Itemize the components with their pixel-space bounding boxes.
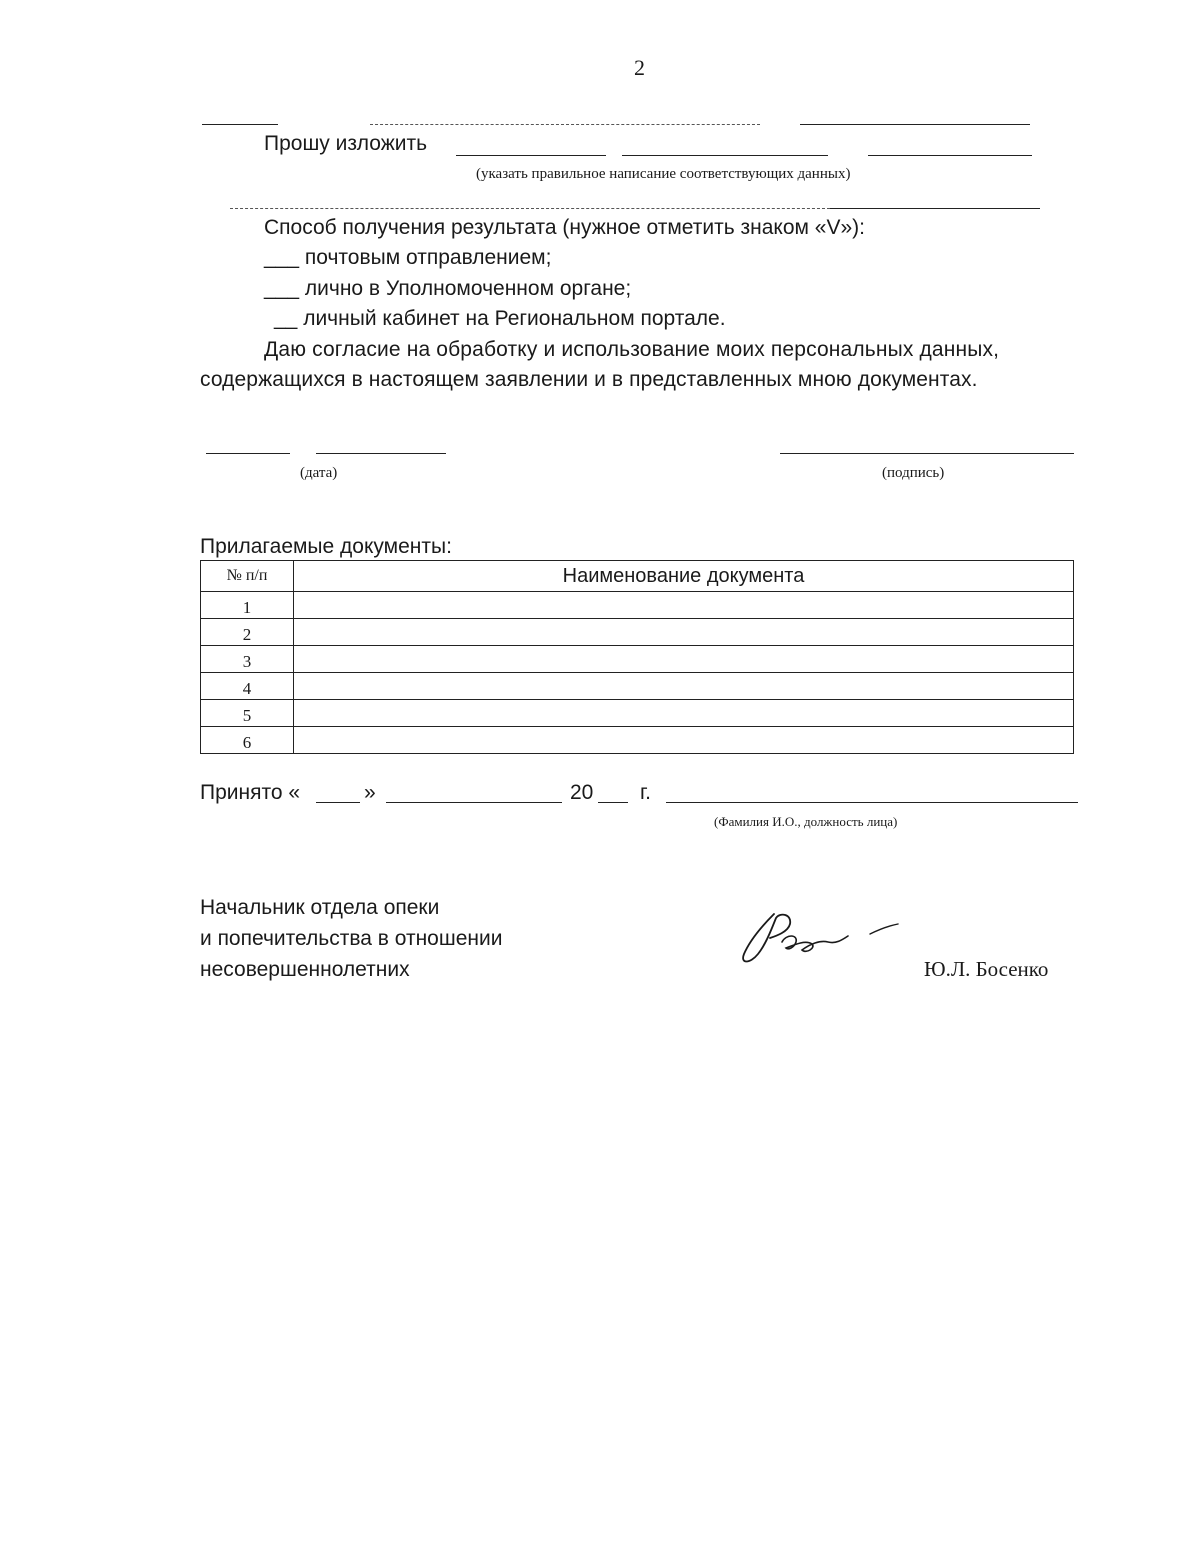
accepted-quote-close: » [364, 781, 376, 804]
delivery-option-in-person[interactable] [264, 277, 631, 301]
document-name-cell[interactable] [294, 727, 1074, 754]
handwritten-signature [736, 904, 906, 974]
document-name-cell[interactable] [294, 673, 1074, 700]
official-title-line-1: Начальник отдела опеки [200, 896, 440, 919]
official-title-line-3: несовершеннолетних [200, 958, 410, 981]
accepted-year-line[interactable] [598, 802, 628, 803]
top-blank-line [370, 124, 760, 125]
signature-line[interactable] [780, 453, 1074, 454]
delivery-option-label: личный кабинет на Региональном портале. [303, 307, 726, 330]
checkbox-blank[interactable]: __ [274, 307, 298, 330]
row-number: 5 [201, 700, 294, 727]
accepted-year-suffix: г. [640, 781, 651, 804]
document-name-cell[interactable] [294, 700, 1074, 727]
table-row [201, 619, 1074, 646]
table-row [201, 700, 1074, 727]
request-input-line[interactable] [868, 155, 1032, 156]
attachments-table [200, 560, 1074, 754]
accepted-hint: (Фамилия И.О., должность лица) [714, 814, 898, 829]
accepted-month-line[interactable] [386, 802, 562, 803]
accepted-day-line[interactable] [316, 802, 360, 803]
checkbox-blank[interactable]: ___ [264, 277, 300, 300]
separator-line [230, 208, 830, 209]
delivery-option-mail[interactable] [264, 246, 551, 270]
separator-line [830, 208, 1040, 209]
table-row [201, 673, 1074, 700]
table-row [201, 727, 1074, 754]
attachments-title: Прилагаемые документы: [200, 535, 452, 558]
accepted-prefix: Принято « [200, 781, 301, 804]
official-name: Ю.Л. Босенко [924, 957, 1049, 981]
accepted-year-prefix: 20 [570, 781, 594, 804]
row-number: 3 [201, 646, 294, 673]
official-title-line-2: и попечительства в отношении [200, 927, 503, 950]
column-header-name: Наименование документа [294, 561, 1074, 592]
request-input-line[interactable] [622, 155, 828, 156]
document-name-cell[interactable] [294, 619, 1074, 646]
row-number: 4 [201, 673, 294, 700]
date-label: (дата) [300, 465, 338, 481]
table-row [201, 592, 1074, 619]
row-number: 2 [201, 619, 294, 646]
document-name-cell[interactable] [294, 646, 1074, 673]
date-line[interactable] [206, 453, 290, 454]
request-label: Прошу изложить [264, 132, 428, 155]
accepted-official-line[interactable] [666, 802, 1078, 803]
top-blank-line [800, 124, 1030, 125]
checkbox-blank[interactable]: ___ [264, 246, 300, 269]
consent-line-2: содержащихся в настоящем заявлении и в представленных мною документах. [200, 368, 978, 391]
document-name-cell[interactable] [294, 592, 1074, 619]
delivery-heading: Способ получения результата (нужное отметить знаком «V»): [264, 216, 866, 239]
date-line[interactable] [316, 453, 446, 454]
delivery-option-label: лично в Уполномоченном органе; [304, 277, 632, 300]
row-number: 1 [201, 592, 294, 619]
request-input-line[interactable] [456, 155, 606, 156]
delivery-option-label: почтовым отправлением; [304, 246, 552, 269]
consent-line-1: Даю согласие на обработку и использование моих персональных данных, [264, 338, 1000, 361]
page-number: 2 [634, 55, 645, 80]
signature-label: (подпись) [882, 465, 945, 481]
top-blank-line [202, 124, 278, 125]
table-header-row [201, 561, 1074, 592]
row-number: 6 [201, 727, 294, 754]
delivery-option-portal[interactable] [274, 307, 726, 331]
column-header-number: № п/п [201, 561, 294, 592]
request-hint: (указать правильное написание соответствующих данных) [476, 166, 851, 182]
table-row [201, 646, 1074, 673]
